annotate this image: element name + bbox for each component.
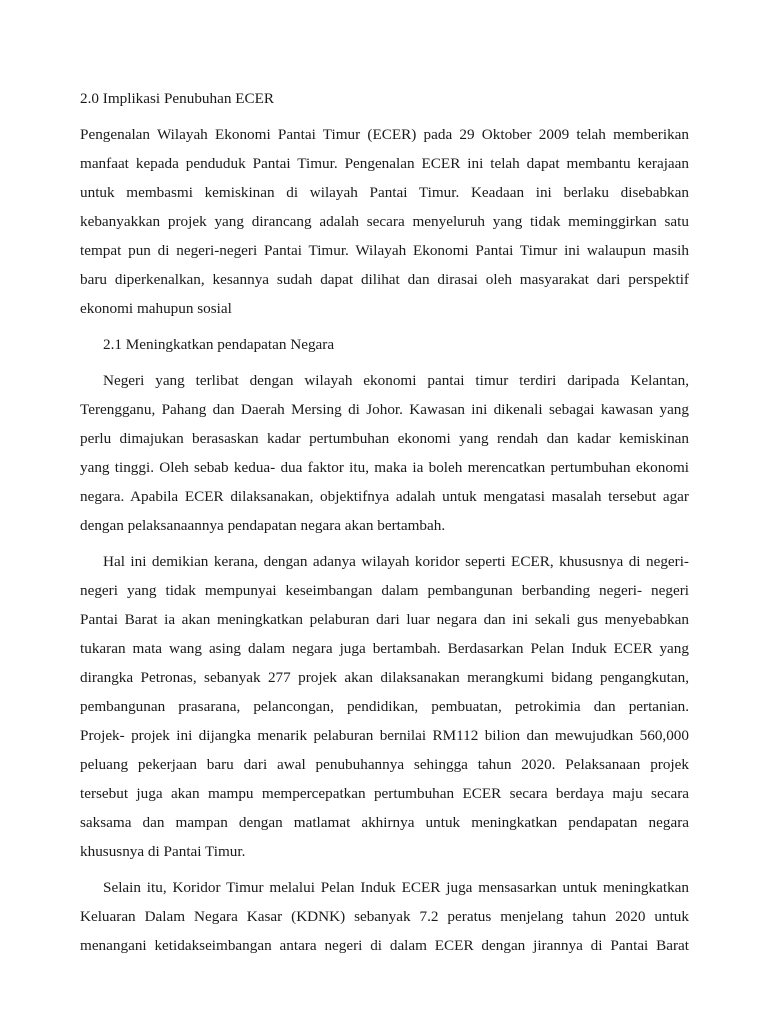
paragraph-line: tersebut juga akan mampu mempercepatkan pertumbuhan ECER secara berdaya maju secara [80, 785, 689, 802]
paragraph-line: yang tinggi. Oleh sebab kedua- dua faktor itu, maka ia boleh merencatkan pertumbuhan ekonomi [80, 459, 689, 476]
paragraph-line: saksama dan mampan dengan matlamat akhirnya untuk meningkatkan pendapatan negara [80, 814, 689, 831]
paragraph-line: Hal ini demikian kerana, dengan adanya wilayah koridor seperti ECER, khususnya di negeri- [103, 553, 689, 570]
paragraph-line: baru diperkenalkan, kesannya sudah dapat dilihat dan dirasai oleh masyarakat dari perspektif [80, 271, 689, 288]
paragraph-line: menangani ketidakseimbangan antara negeri di dalam ECER dengan jirannya di Pantai Barat [80, 937, 689, 954]
paragraph-line: pembangunan prasarana, pelancongan, pendidikan, pembuatan, petrokimia dan pertanian. [80, 698, 689, 715]
subsection-heading: 2.1 Meningkatkan pendapatan Negara [103, 336, 335, 353]
paragraph-line: peluang pekerjaan baru dari awal penubuhannya sehingga tahun 2020. Pelaksanaan projek [80, 756, 689, 773]
paragraph-line: negara. Apabila ECER dilaksanakan, objektifnya adalah untuk mengatasi masalah tersebut agar [80, 488, 689, 505]
paragraph-line: kebanyakkan projek yang dirancang adalah secara menyeluruh yang tidak meminggirkan satu [80, 213, 689, 230]
paragraph-line: Selain itu, Koridor Timur melalui Pelan Induk ECER juga mensasarkan untuk meningkatkan [103, 879, 689, 896]
paragraph-line: Pengenalan Wilayah Ekonomi Pantai Timur (ECER) pada 29 Oktober 2009 telah memberikan [80, 126, 689, 143]
paragraph-line: untuk membasmi kemiskinan di wilayah Pantai Timur. Keadaan ini berlaku disebabkan [80, 184, 689, 201]
paragraph-line: perlu dimajukan berasaskan kadar pertumbuhan ekonomi yang rendah dan kadar kemiskinan [80, 430, 689, 447]
paragraph-line: tempat pun di negeri-negeri Pantai Timur. Wilayah Ekonomi Pantai Timur ini walaupun masih [80, 242, 689, 259]
paragraph-line: khususnya di Pantai Timur. [80, 843, 246, 860]
paragraph-line: Keluaran Dalam Negara Kasar (KDNK) sebanyak 7.2 peratus menjelang tahun 2020 untuk [80, 908, 689, 925]
paragraph-line: Projek- projek ini dijangka menarik pelaburan bernilai RM112 bilion dan mewujudkan 560,000 [80, 727, 689, 744]
paragraph-line: ekonomi mahupun sosial [80, 300, 232, 317]
paragraph-line: dengan pelaksanaannya pendapatan negara akan bertambah. [80, 517, 446, 534]
section-heading: 2.0 Implikasi Penubuhan ECER [80, 90, 275, 107]
paragraph-line: Pantai Barat ia akan meningkatkan pelaburan dari luar negara dan ini sekali gus menyebabkan [80, 611, 689, 628]
paragraph-line: negeri yang tidak mempunyai keseimbangan dalam pembangunan berbanding negeri- negeri [80, 582, 689, 599]
paragraph-line: Negeri yang terlibat dengan wilayah ekonomi pantai timur terdiri daripada Kelantan, [103, 372, 689, 389]
paragraph-line: tukaran mata wang asing dalam negara juga bertambah. Berdasarkan Pelan Induk ECER yang [80, 640, 689, 657]
paragraph-line: dirangka Petronas, sebanyak 277 projek akan dilaksanakan merangkumi bidang pengangkutan, [80, 669, 689, 686]
paragraph-line: manfaat kepada penduduk Pantai Timur. Pengenalan ECER ini telah dapat membantu kerajaan [80, 155, 689, 172]
paragraph-line: Terengganu, Pahang dan Daerah Mersing di Johor. Kawasan ini dikenali sebagai kawasan yang [80, 401, 689, 418]
